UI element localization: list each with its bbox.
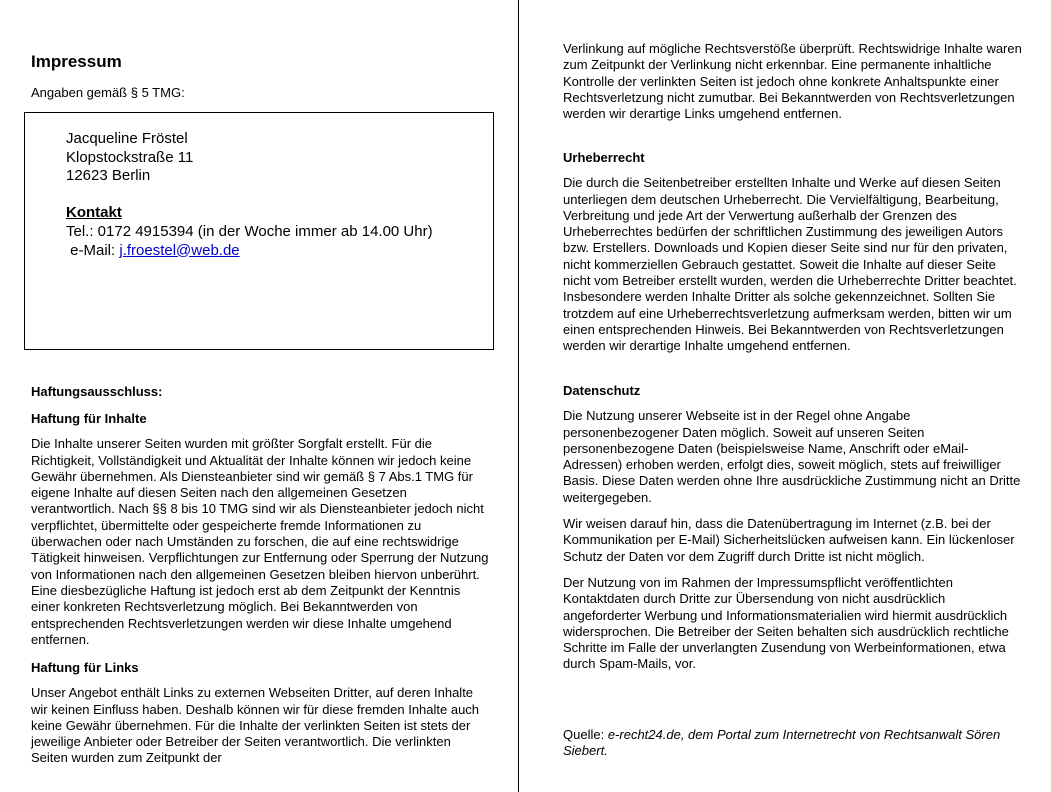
- email-line: [66, 242, 433, 261]
- datenschutz-section: [563, 383, 1025, 673]
- street: Klopstockstraße 11: [66, 148, 194, 166]
- phone: Tel.: 0172 4915394 (in der Woche immer ab 14.00 Uhr): [66, 222, 433, 240]
- haftung-links-section: [31, 660, 491, 767]
- kontakt-heading: Kontakt: [66, 204, 122, 222]
- haftung-inhalte-section: [31, 411, 491, 648]
- datenschutz-p2: Wir weisen darauf hin, dass die Datenübertragung im Internet (z.B. bei der Kommunikation per E-Mail) Sicherheitslücken aufweisen kann. Ein lückenloser Schutz der Daten vor dem Zugriff durch Dritte ist nicht möglich.: [563, 516, 1015, 564]
- city: 12623 Berlin: [66, 167, 151, 185]
- address-box: [24, 112, 494, 350]
- address-block: [66, 130, 433, 260]
- urheberrecht-heading: Urheberrecht: [563, 150, 645, 165]
- haftung-links-continued: [563, 41, 1025, 122]
- haftung-section: [31, 384, 491, 400]
- haftung-inhalte-text: Die Inhalte unserer Seiten wurden mit größter Sorgfalt erstellt. Für die Richtigkeit, Vollständigkeit und Aktualität der Inhalte können wir jedoch keine Gewähr übernehmen. Als Diensteanbieter sind wir gemäß § 7 Abs.1 TMG für eigene Inhalte auf diesen Seiten nach den allgemeinen Gesetzen verantwortlich. Nach §§ 8 bis 10 TMG sind wir als Diensteanbieter jedoch nicht verpflichtet, übermittelte oder gespeicherte fremde Informationen zu überwachen oder nach Umständen zu forschen, die auf eine rechtswidrige Tätigkeit hinweisen. Verpflichtungen zur Entfernung oder Sperrung der Nutzung von Informationen nach den allgemeinen Gesetzen bleiben hiervon unberührt. Eine diesbezügliche Haftung ist jedoch erst ab dem Zeitpunkt der Kenntnis einer konkreten Rechtsverletzung möglich. Bei Bekanntwerden von entsprechenden Rechtsverletzungen werden wir diese Inhalte umgehend entfernen.: [31, 436, 489, 647]
- datenschutz-p3: Der Nutzung von im Rahmen der Impressumspflicht veröffentlichten Kontaktdaten durch Dritte zur Übersendung von nicht ausdrücklich angeforderter Werbung und Informationsmaterialien wird hiermit ausdrücklich widersprochen. Die Betreiber der Seiten behalten sich ausdrücklich rechtliche Schritte im Falle der unverlangten Zusendung von Werbeinformationen, etwa durch Spam-Mails, vor.: [563, 574, 1009, 672]
- quelle-label: Quelle:: [563, 727, 605, 742]
- owner-name: Jacqueline Fröstel: [66, 130, 188, 147]
- quelle-section: [563, 727, 1025, 760]
- page-title: Impressum: [31, 52, 122, 71]
- haftung-inhalte-heading: Haftung für Inhalte: [31, 411, 147, 426]
- datenschutz-p1: Die Nutzung unserer Webseite ist in der Regel ohne Angabe personenbezogener Daten möglich. Soweit auf unseren Seiten personenbezogene Daten (beispielsweise Name, Anschrift oder eMail-Adressen) erhoben werden, erfolgt dies, soweit möglich, stets auf freiwilliger Basis. Diese Daten werden ohne Ihre ausdrückliche Zustimmung nicht an Dritte weitergegeben.: [563, 408, 1021, 505]
- page-subtitle: Angaben gemäß § 5 TMG:: [31, 85, 185, 100]
- column-divider: [518, 0, 519, 792]
- haftung-heading: Haftungsausschluss:: [31, 384, 163, 399]
- email-label: e-Mail:: [70, 241, 116, 259]
- email-link[interactable]: j.froestel@web.de: [119, 241, 240, 259]
- urheberrecht-section: [563, 150, 1025, 355]
- quelle-text: e-recht24.de, dem Portal zum Internetrecht von Rechtsanwalt Sören Siebert.: [563, 727, 1001, 759]
- datenschutz-heading: Datenschutz: [563, 383, 641, 398]
- quelle-line: [563, 727, 1025, 760]
- urheberrecht-text: Die durch die Seitenbetreiber erstellten Inhalte und Werke auf diesen Seiten unterliegen dem deutschen Urheberrecht. Die Vervielfältigung, Bearbeitung, Verbreitung und jede Art der Verwertung außerhalb der Grenzen des Urheberrechtes bedürfen der schriftlichen Zustimmung des jeweiligen Autors bzw. Erstellers. Downloads und Kopien dieser Seite sind nur für den privaten, nicht kommerziellen Gebrauch gestattet. Soweit die Inhalte auf dieser Seite nicht vom Betreiber erstellt wurden, werden die Urheberrechte Dritter beachtet. Insbesondere werden Inhalte Dritter als solche gekennzeichnet. Sollten Sie trotzdem auf eine Urheberrechtsverletzung aufmerksam werden, bitten wir um einen entsprechenden Hinweis. Bei Bekanntwerden von Rechtsverletzungen werden wir derartige Inhalte umgehend entfernen.: [563, 175, 1017, 354]
- haftung-links-text-cont: Verlinkung auf mögliche Rechtsverstöße überprüft. Rechtswidrige Inhalte waren zum Zeitpunkt der Verlinkung nicht erkennbar. Eine permanente inhaltliche Kontrolle der verlinkten Seiten ist jedoch ohne konkrete Anhaltspunkte einer Rechtsverletzung nicht zumutbar. Bei Bekanntwerden von Rechtsverletzungen werden wir derartige Links umgehend entfernen.: [563, 41, 1022, 122]
- haftung-links-heading: Haftung für Links: [31, 660, 139, 675]
- haftung-links-text: Unser Angebot enthält Links zu externen Webseiten Dritter, auf deren Inhalte wir keinen Einfluss haben. Deshalb können wir für diese fremden Inhalte auch keine Gewähr übernehmen. Für die Inhalte der verlinkten Seiten ist stets der jeweilige Anbieter oder Betreiber der Seiten verantwortlich. Die verlinkten Seiten wurden zum Zeitpunkt der: [31, 685, 480, 766]
